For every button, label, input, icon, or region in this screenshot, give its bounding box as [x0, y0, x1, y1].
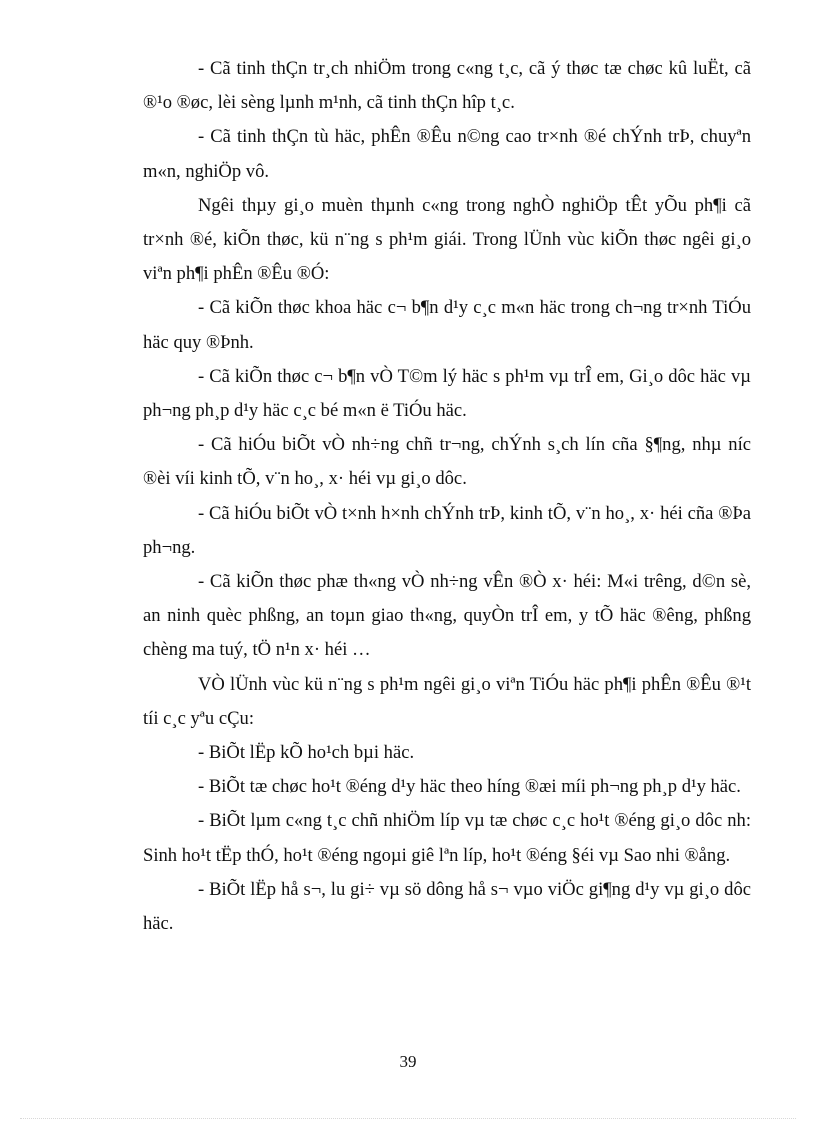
paragraph-2: - Cã tinh thÇn tù häc, phÊn ®Êu n©ng cao tr×nh ®é chÝnh trÞ, chuyªn m«n, nghiÖp vô. — [143, 126, 751, 182]
document-body — [143, 52, 751, 941]
paragraph-5: - Cã kiÕn thøc c¬ b¶n vÒ T©m lý häc s ph¹m vµ trÎ em, Gi¸o dôc häc vµ ph¬ng ph¸p d¹y häc c¸c bé m«n ë TiÓu häc. — [143, 365, 751, 422]
paragraph-8: - Cã kiÕn thøc phæ th«ng vÒ nh÷ng vÊn ®Ò x· héi: M«i trêng, d©n sè, an ninh quèc phßng, an toµn giao th«ng, quyÒn trÎ em, y tÕ häc ®êng, phßng chèng ma tuý, tÖ n¹n x· héi … — [143, 571, 751, 661]
paragraph-10: - BiÕt lËp kÕ ho¹ch bµi häc. — [198, 742, 415, 764]
paragraph-13: - BiÕt lËp hå s¬, lu gi÷ vµ sö dông hå s¬ vµo viÖc gi¶ng d¹y vµ gi¸o dôc häc. — [143, 878, 751, 935]
paragraph-1: - Cã tinh thÇn tr¸ch nhiÖm trong c«ng t¸c, cã ý thøc tæ chøc kû luËt, cã ®¹o ®øc, lèi sèng lµnh m¹nh, cã tinh thÇn hîp t¸c. — [143, 58, 751, 114]
paragraph-9: VÒ lÜnh vùc kü n¨ng s ph¹m ngêi gi¸o viªn TiÓu häc ph¶i phÊn ®Êu ®¹t tíi c¸c yªu cÇu: — [143, 673, 751, 729]
paragraph-7: - Cã hiÓu biÕt vÒ t×nh h×nh chÝnh trÞ, kinh tÕ, v¨n ho¸, x· héi cña ®Þa ph¬ng. — [143, 502, 751, 558]
page-bottom-divider — [20, 1118, 796, 1119]
paragraph-12: - BiÕt lµm c«ng t¸c chñ nhiÖm líp vµ tæ chøc c¸c ho¹t ®éng gi¸o dôc nh: Sinh ho¹t tËp thÓ, ho¹t ®éng ngoµi giê lªn líp, ho¹t ®éng §éi vµ Sao nhi ®ång. — [143, 810, 751, 866]
paragraph-3: Ngêi thµy gi¸o muèn thµnh c«ng trong nghÒ nghiÖp tÊt yÕu ph¶i cã tr×nh ®é, kiÕn thøc, kü n¨ng s ph¹m giái. Trong lÜnh vùc kiÕn thøc ngêi gi¸o viªn ph¶i phÊn ®Êu ®Ó: — [143, 194, 751, 285]
paragraph-11: - BiÕt tæ chøc ho¹t ®éng d¹y häc theo híng ®æi míi ph¬ng ph¸p d¹y häc. — [198, 776, 741, 798]
page-number: 39 — [399, 1052, 417, 1071]
paragraph-6: - Cã hiÓu biÕt vÒ nh÷ng chñ tr¬ng, chÝnh s¸ch lín cña §¶ng, nhµ níc ®èi víi kinh tÕ, v¨n ho¸, x· héi vµ gi¸o dôc. — [143, 434, 751, 490]
paragraph-4: - Cã kiÕn thøc khoa häc c¬ b¶n d¹y c¸c m«n häc trong ch¬ng tr×nh TiÓu häc quy ®Þnh. — [143, 297, 751, 353]
